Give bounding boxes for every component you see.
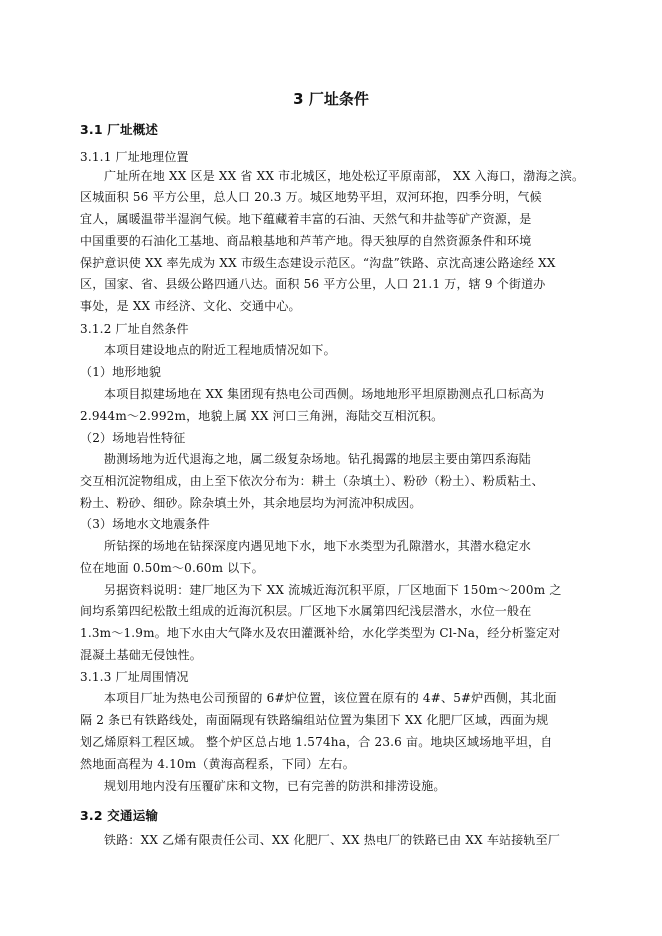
paragraph-line: 勘测场地为近代退海之地，属二级复杂场地。钻孔揭露的地层主要由第四系海陆 [104,452,532,466]
paragraph-line: 区，国家、省、县级公路四通八达。面积 56 平方公里，人口 21.1 万，辖 9 个街道办 [80,277,546,291]
paragraph-line: 保护意识使 XX 率先成为 XX 市级生态建设示范区。“沟盘”铁路、京沈高速公路途经 XX [80,256,556,270]
paragraph-line: 本项目建设地点的附近工程地质情况如下。 [104,343,336,357]
paragraph-line: 中国重要的石油化工基地、商品粮基地和芦苇产地。得天独厚的自然资源条件和环境 [80,234,532,248]
paragraph-line: 2.944m～2.992m，地貌上属 XX 河口三角洲，海陆交互相沉积。 [80,409,444,423]
chapter-title: 3 厂址条件 [293,90,369,108]
item-heading-lithology: （2）场地岩性特征 [80,431,186,445]
paragraph-line: 铁路：XX 乙烯有限责任公司、XX 化肥厂、XX 热电厂的铁路已由 XX 车站接轨至厂 [104,833,561,847]
paragraph-line: 隔 2 条已有铁路线处，南面隔现有铁路编组站位置为集团下 XX 化肥厂区域，西面为规 [80,713,549,727]
item-heading-terrain: （1）地形地貌 [80,365,162,379]
paragraph-line: 位在地面 0.50m～0.60m 以下。 [80,561,264,575]
paragraph-line: 混凝土基础无侵蚀性。 [80,648,203,662]
section-heading-3-1: 3.1 厂址概述 [80,122,159,137]
paragraph-line: 另据资料说明：建厂地区为下 XX 流城近海沉积平原，厂区地面下 150m～200m 之 [104,583,562,597]
paragraph-line: 规划用地内没有压覆矿床和文物，已有完善的防洪和排涝设施。 [104,779,446,793]
subsection-heading-3-1-1: 3.1.1 厂址地理位置 [80,150,189,164]
paragraph-line: 区城面积 56 平方公里，总人口 20.3 万。城区地势平坦，双河环抱，四季分明，气候 [80,190,542,204]
paragraph-line: 然地面高程为 4.10m（黄海高程系，下同）左右。 [80,757,355,771]
item-heading-hydrology: （3）场地水文地震条件 [80,517,210,531]
paragraph-line: 本项目拟建场地在 XX 集团现有热电公司西侧。场地地形平坦原勘测点孔口标高为 [104,387,545,401]
subsection-heading-3-1-3: 3.1.3 厂址周围情况 [80,670,189,684]
paragraph-line: 1.3m～1.9m。地下水由大气降水及农田灌溉补给，水化学类型为 Cl-Na，经分析鉴定对 [80,626,561,640]
paragraph-line: 本项目厂址为热电公司预留的 6#炉位置，该位置在原有的 4#、5#炉西侧，其北面 [104,691,557,705]
paragraph-line: 间均系第四纪松散土组成的近海沉积层。厂区地下水属第四纪浅层潜水，水位一般在 [80,604,532,618]
paragraph-line: 划乙烯原料工程区域。 整个炉区总占地 1.574ha，合 23.6 亩。地块区域场地平坦，自 [80,735,553,749]
paragraph-line: 所钻探的场地在钻探深度内遇见地下水，地下水类型为孔隙潜水，其潜水稳定水 [104,539,532,553]
paragraph-line: 事处，是 XX 市经济、文化、交通中心。 [80,299,301,313]
paragraph-line: 粉土、粉砂、细砂。除杂填土外，其余地层均为河流冲积成因。 [80,496,422,510]
paragraph-line: 广址所在地 XX 区是 XX 省 XX 市北城区，地处松辽平原南部， XX 入海口，渤海之滨。 [104,169,585,183]
subsection-heading-3-1-2: 3.1.2 厂址自然条件 [80,322,189,336]
paragraph-line: 宜人，属暖温带半湿润气候。地下蕴藏着丰富的石油、天然气和井盐等矿产资源，是 [80,212,532,226]
section-heading-3-2: 3.2 交通运输 [80,808,159,823]
paragraph-line: 交互相沉淀物组成，由上至下依次分布为：耕土（杂填土）、粉砂（粉土）、粉质粘土、 [80,474,544,488]
